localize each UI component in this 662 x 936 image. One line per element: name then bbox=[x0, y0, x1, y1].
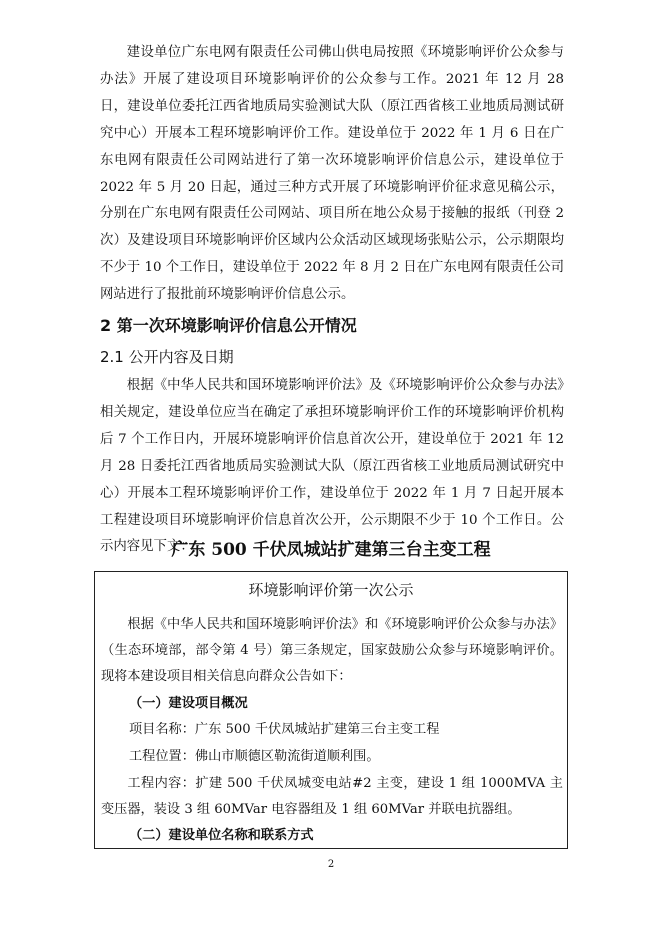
section2-heading: （二）建设单位名称和联系方式 bbox=[129, 828, 314, 843]
project-location: 工程位置：佛山市顺德区勒流街道顺利围。 bbox=[129, 749, 380, 764]
page-number: 2 bbox=[327, 859, 335, 870]
section-paragraph: 根据《中华人民共和国环境影响评价法》及《环境影响评价公众参与办法》相关规定，建设单位应当在确定了承担环境影响评价工作的环境影响评价机构后 7 个工作日内，开展环境影响评价信息首次公开，建设单位于 2021 年 12 月 28 日委托江西省地质局实验测试大队（原江西省核工业地质局测试研究中心）开展本工程环境影响评价工作，建设单位于 2022 年 1 月 7 日起开展本工程建设项目环境影响评价信息首次公开，公示期限不少于 10 个工作日。公示内容见下文： bbox=[100, 378, 564, 555]
subsection-heading: 2.1 公开内容及日期 bbox=[100, 348, 234, 366]
notice-intro: 根据《中华人民共和国环境影响评价法》和《环境影响评价公众参与办法》（生态环境部，部令第 4 号）第三条规定，国家鼓励公众参与环境影响评价。现将本建设项目相关信息向群众公告如下： bbox=[101, 617, 563, 684]
intro-paragraph: 建设单位广东电网有限责任公司佛山供电局按照《环境影响评价公众参与办法》开展了建设项目环境影响评价的公众参与工作。2021 年 12 月 28 日，建设单位委托江西省地质局实验测试大队（原江西省核工业地质局测试研究中心）开展本工程环境影响评价工作。建设单位于 2022 年 1 月 6 日在广东电网有限责任公司网站进行了第一次环境影响评价信息公示，建设单位于 2022 年 5 月 20 日起，通过三种方式开展了环境影响评价征求意见稿公示，分别在广东电网有限责任公司网站、项目所在地公众易于接触的报纸（刊登 2 次）及建设项目环境影响评价区域内公众活动区域现场张贴公示，公示期限均不少于 10 个工作日，建设单位于 2022 年 8 月 2 日在广东电网有限责任公司网站进行了报批前环境影响评价信息公示。 bbox=[100, 45, 564, 303]
project-name: 项目名称：广东 500 千伏凤城站扩建第三台主变工程 bbox=[129, 722, 440, 737]
project-content: 工程内容：扩建 500 千伏凤城变电站#2 主变，建设 1 组 1000MVA 主变压器，装设 3 组 60MVar 电容器组及 1 组 60MVar 并联电抗器组。 bbox=[101, 776, 563, 817]
notice-box bbox=[94, 571, 568, 849]
project-title: 广东 500 千伏凤城站扩建第三台主变工程 bbox=[171, 540, 491, 560]
section1-heading: （一）建设项目概况 bbox=[129, 696, 248, 711]
notice-title: 环境影响评价第一次公示 bbox=[248, 581, 414, 599]
section-heading: 2 第一次环境影响评价信息公开情况 bbox=[100, 316, 357, 335]
